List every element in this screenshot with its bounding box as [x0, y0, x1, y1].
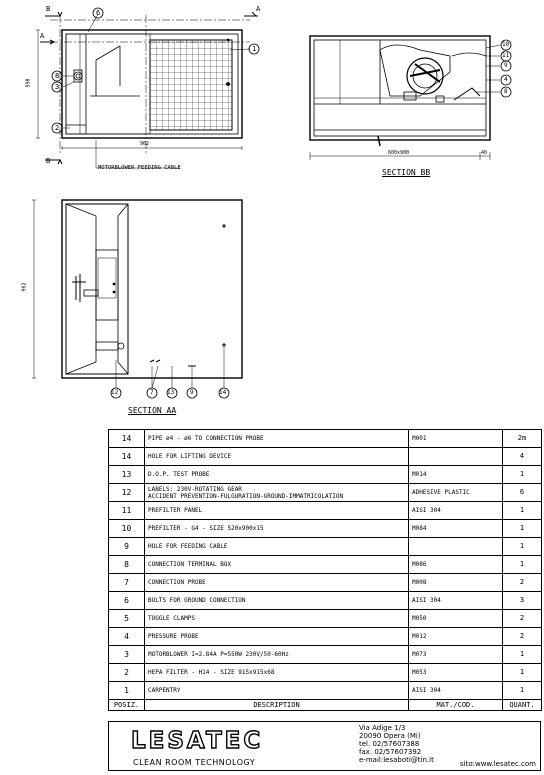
quantity-cell: 1	[503, 520, 542, 538]
material-cell: ADHESIVE PLASTIC	[409, 484, 503, 502]
material-cell: M012	[409, 628, 503, 646]
callout-8-bb: 8	[504, 88, 508, 95]
callout-7: 7	[150, 389, 154, 396]
company-tagline: CLEAN ROOM TECHNOLOGY	[133, 758, 256, 767]
table-row	[109, 466, 542, 484]
description-cell: HEPA FILTER - H14 - SIZE 915x915x68	[145, 664, 409, 682]
description-cell: PIPE ø4 - ø6 TO CONNECTION PROBE	[145, 430, 409, 448]
dim-bb-main: 600x900	[388, 150, 410, 156]
quantity-cell: 6	[503, 484, 542, 502]
table-row	[109, 628, 542, 646]
dim-width: 962	[140, 141, 150, 147]
quantity-cell: 1	[503, 466, 542, 484]
position-cell: 11	[109, 502, 145, 520]
callout-14: 14	[219, 389, 227, 396]
position-cell: 2	[109, 664, 145, 682]
section-mark-a-left: A	[40, 32, 45, 40]
position-cell: 12	[109, 484, 145, 502]
table-row	[109, 592, 542, 610]
company-website: sito:www.lesatec.com	[460, 760, 536, 768]
callout-8: 8	[55, 72, 60, 80]
header-desc: DESCRIPTION	[145, 700, 409, 711]
callout-3: 3	[55, 83, 60, 91]
material-cell: M086	[409, 556, 503, 574]
address-line: 20090 Opera (Mi)	[359, 732, 421, 740]
material-cell: M001	[409, 430, 503, 448]
position-cell: 6	[109, 592, 145, 610]
address-line: Via Adige 1/3	[359, 724, 406, 732]
material-cell: M008	[409, 574, 503, 592]
material-cell	[409, 448, 503, 466]
callout-12: 12	[111, 389, 119, 396]
description-cell: TOGGLE CLAMPS	[145, 610, 409, 628]
header-pos: POSIZ.	[109, 700, 145, 711]
quantity-cell: 1	[503, 556, 542, 574]
callout-10: 10	[502, 41, 510, 48]
quantity-cell: 1	[503, 538, 542, 556]
dim-bb-side: 40	[481, 150, 488, 156]
description-cell: PRESSURE PROBE	[145, 628, 409, 646]
section-mark-b-top: B	[46, 5, 51, 13]
table-row	[109, 520, 542, 538]
callout-4: 4	[504, 76, 508, 83]
description-cell: BOLTS FOR GROUND CONNECTION	[145, 592, 409, 610]
description-cell: HOLE FOR FEEDING CABLE	[145, 538, 409, 556]
table-row	[109, 574, 542, 592]
position-cell: 8	[109, 556, 145, 574]
dim-height: 590	[25, 78, 32, 88]
cable-note: MOTORBLOWER FEEDING CABLE	[98, 165, 181, 171]
table-row	[109, 502, 542, 520]
description-cell: LABELS: 230V-ROTATING GEAR ACCIDENT PREVENTION-FULGURATION-GROUND-IMMATRICOLATION	[145, 484, 409, 502]
callout-1: 1	[252, 45, 257, 53]
material-cell: AISI 304	[409, 592, 503, 610]
position-cell: 5	[109, 610, 145, 628]
material-cell: M084	[409, 520, 503, 538]
material-cell: M014	[409, 466, 503, 484]
callout-9: 9	[504, 62, 508, 69]
email-line: e-mail:lesaboti@tin.it	[359, 756, 434, 764]
quantity-cell: 4	[503, 448, 542, 466]
phone-line: tel. 02/57607388	[359, 740, 420, 748]
material-cell: AISI 304	[409, 502, 503, 520]
description-cell: CARPENTRY	[145, 682, 409, 700]
table-row	[109, 664, 542, 682]
description-cell: PREFILTER - G4 - SIZE 520x900x15	[145, 520, 409, 538]
callout-2: 2	[55, 124, 60, 132]
material-cell: M050	[409, 610, 503, 628]
quantity-cell: 1	[503, 664, 542, 682]
description-cell: CONNECTION PROBE	[145, 574, 409, 592]
section-mark-a-top: A	[256, 5, 261, 13]
table-row	[109, 448, 542, 466]
quantity-cell: 2	[503, 574, 542, 592]
section-aa-view	[32, 200, 242, 398]
section-mark-b-bottom: B	[46, 157, 51, 165]
quantity-cell: 1	[503, 646, 542, 664]
description-cell: CONNECTION TERMINAL BOX	[145, 556, 409, 574]
material-cell: M073	[409, 646, 503, 664]
callout-11: 11	[502, 52, 510, 59]
table-row	[109, 538, 542, 556]
header-mat: MAT./COD.	[409, 700, 503, 711]
company-logo: LESATEC	[131, 728, 264, 754]
table-row	[109, 556, 542, 574]
table-row	[109, 610, 542, 628]
company-address	[359, 724, 434, 764]
description-cell: MOTORBLOWER I=2.84A P=550W 230V/50-60Hz	[145, 646, 409, 664]
position-cell: 10	[109, 520, 145, 538]
quantity-cell: 1	[503, 682, 542, 700]
table-row	[109, 484, 542, 502]
title-block	[108, 721, 541, 771]
bill-of-materials-table	[108, 429, 542, 711]
section-bb-view	[310, 36, 511, 160]
callout-9-aa: 9	[190, 389, 194, 396]
table-header-row	[109, 700, 542, 711]
position-cell: 14	[109, 448, 145, 466]
material-cell	[409, 538, 503, 556]
dim-aa-height: 962	[21, 282, 28, 292]
fax-line: fax. 02/57607392	[359, 748, 422, 756]
position-cell: 7	[109, 574, 145, 592]
position-cell: 3	[109, 646, 145, 664]
description-cell: D.O.P. TEST PROBE	[145, 466, 409, 484]
position-cell: 14	[109, 430, 145, 448]
section-bb-title: SECTION BB	[382, 168, 431, 177]
description-cell: PREFILTER PANEL	[145, 502, 409, 520]
position-cell: 9	[109, 538, 145, 556]
quantity-cell: 2	[503, 610, 542, 628]
quantity-cell: 1	[503, 502, 542, 520]
quantity-cell: 2	[503, 628, 542, 646]
quantity-cell: 2m	[503, 430, 542, 448]
material-cell: AISI 304	[409, 682, 503, 700]
callout-13: 13	[167, 389, 175, 396]
position-cell: 13	[109, 466, 145, 484]
table-row	[109, 682, 542, 700]
quantity-cell: 3	[503, 592, 542, 610]
position-cell: 1	[109, 682, 145, 700]
header-qty: QUANT.	[503, 700, 542, 711]
description-cell: HOLE FOR LIFTING DEVICE	[145, 448, 409, 466]
table-row	[109, 646, 542, 664]
table-row	[109, 430, 542, 448]
material-cell: M053	[409, 664, 503, 682]
callout-6: 6	[96, 9, 101, 17]
position-cell: 4	[109, 628, 145, 646]
section-aa-title: SECTION AA	[128, 406, 177, 415]
